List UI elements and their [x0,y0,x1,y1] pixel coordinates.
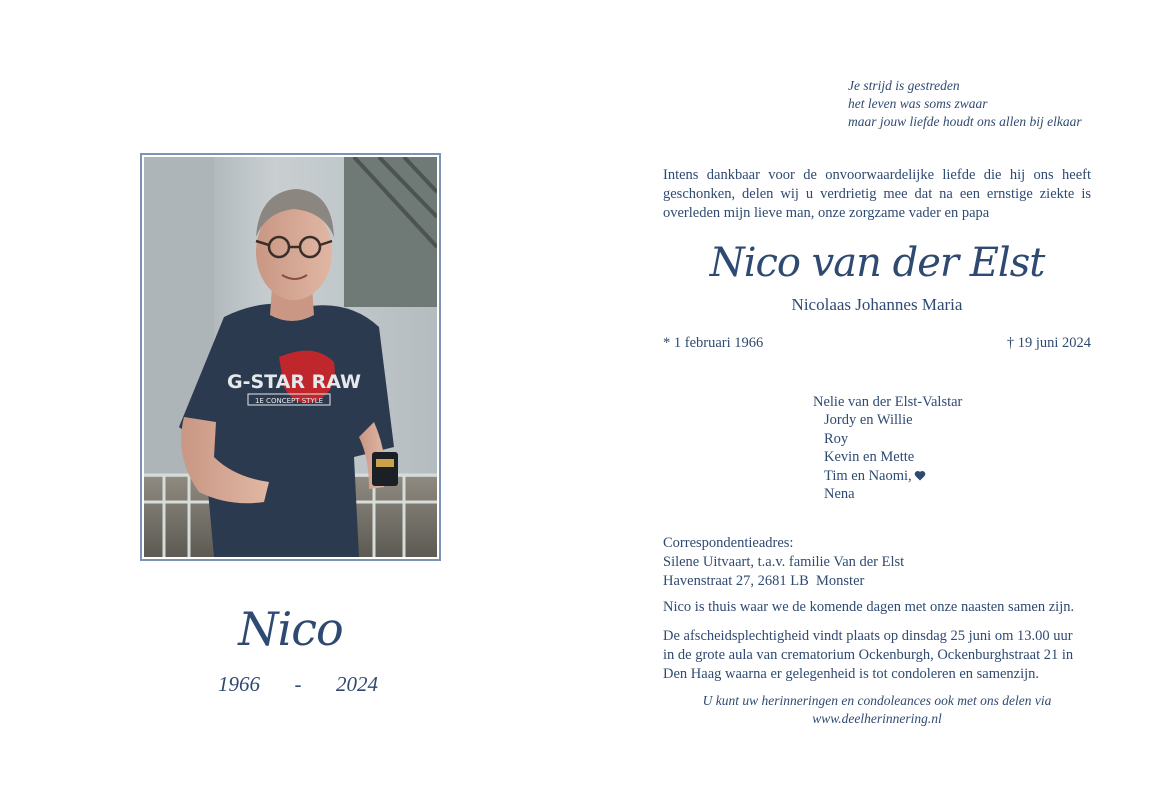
child-entry [813,467,962,485]
correspondence-line: Havenstraat 27, 2681 LB Monster [663,573,865,589]
year-died: 2024 [336,672,378,696]
portrait-photo [140,153,441,561]
death-date: † 19 juni 2024 [1006,335,1091,351]
funeral-line: De afscheidsplechtigheid vindt plaats op dinsdag 25 juni om 13.00 uur [663,628,1073,644]
year-separator: - [294,672,302,696]
online-note: U kunt uw herinneringen en condoleances ook met ons delen via [702,693,1052,708]
announcement-intro [663,166,1091,223]
condolence-website-link[interactable]: www.deelherinnering.nl [812,711,942,726]
child-entry: Roy [824,430,849,447]
shirt-tagline-text: 1E CONCEPT STYLE [254,397,324,405]
correspondence-line: Silene Uitvaart, t.a.v. familie Van der Elst [663,554,905,570]
poem-line: Je strijd is gestreden [848,78,960,93]
poem-line: het leven was soms zwaar [848,96,988,111]
intro-line: overleden mijn lieve man, onze zorgzame vader en papa [663,205,990,221]
child-entry: Nena [824,486,855,503]
correspondence-address [663,534,904,591]
funeral-line: in de grote aula van crematorium Ockenburgh, Ockenburghstraat 21 in [663,647,1074,663]
spouse-name: Nelie van der Elst-Valstar [813,394,963,410]
first-name-script: Nico [238,602,343,656]
intro-line: geschonken, delen wij u verdrietig mee dat na een ernstige ziekte is [663,186,1091,202]
online-condolences [663,692,1091,728]
funeral-line: Den Haag waarna er gelegenheid is tot condoleren en samenzijn. [663,666,1040,682]
life-years [218,672,378,697]
year-born: 1966 [218,672,260,696]
family-list [813,393,962,503]
child-entry: Kevin en Mette [824,449,915,466]
deceased-name: Nico van der Elst [709,240,1045,286]
birth-date: * 1 februari 1966 [663,335,764,351]
child-entry: Jordy en Willie [824,412,913,429]
funeral-details [663,627,1093,684]
child-entry-text: Tim en Naomi, [824,467,912,484]
heart-icon [914,470,926,481]
poem [848,77,1082,131]
home-note: Nico is thuis waar we de komende dagen met onze naasten samen zijn. [663,599,1075,615]
deceased-full-name: Nicolaas Johannes Maria [791,295,963,314]
correspondence-line: Correspondentieadres: [663,535,794,551]
intro-line: Intens dankbaar voor de onvoorwaardelijke liefde die hij ons heeft [663,167,1091,183]
poem-line: maar jouw liefde houdt ons allen bij elkaar [848,114,1082,129]
shirt-brand-text: G-STAR RAW [226,371,362,393]
